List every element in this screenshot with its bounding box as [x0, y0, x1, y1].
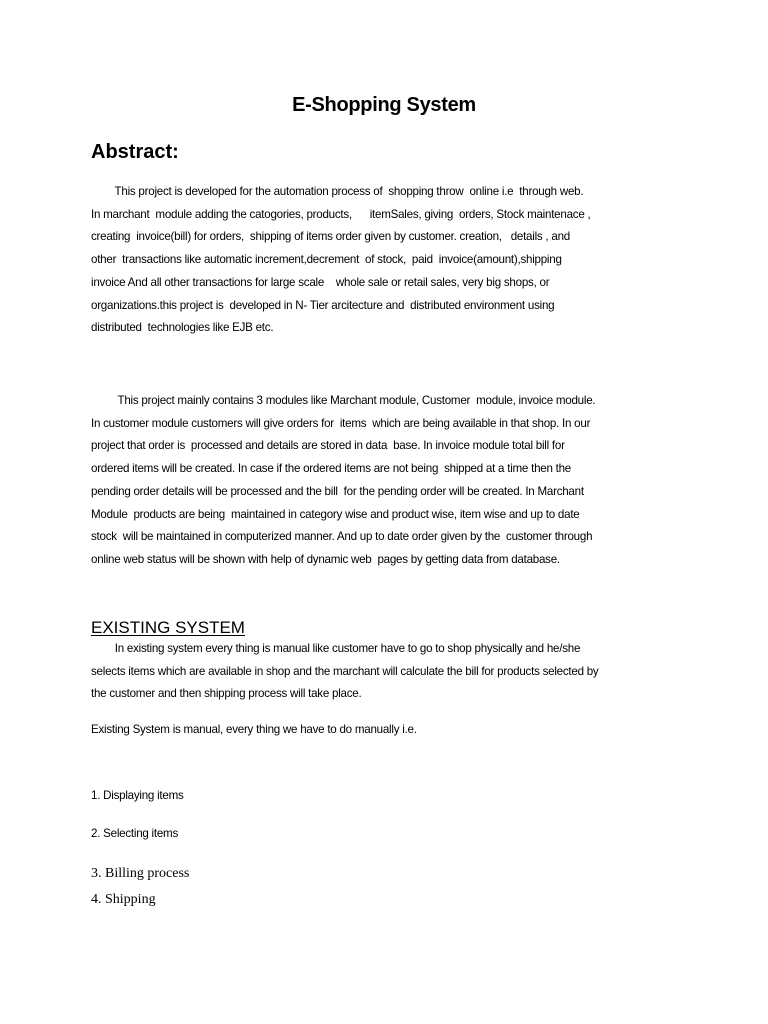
text-line: Existing System is manual, every thing we have to do manually i.e.: [91, 723, 417, 736]
text-line: distributed technologies like EJB etc.: [91, 321, 274, 335]
text-line: creating invoice(bill) for orders, shipping of items order given by customer. creation, details , and: [91, 230, 570, 244]
abstract-paragraph-1: [91, 181, 691, 340]
text-line: online web status will be shown with help of dynamic web pages by getting data from database.: [91, 552, 560, 566]
text-line: stock will be maintained in computerized manner. And up to date order given by the customer through: [91, 530, 593, 544]
text-line: selects items which are available in shop and the marchant will calculate the bill for products selected by: [91, 664, 599, 678]
list-item: 1. Displaying items: [91, 789, 184, 802]
text-line: the customer and then shipping process will take place.: [91, 687, 362, 701]
text-line: In existing system every thing is manual like customer have to go to shop physically and he/she: [91, 642, 581, 655]
text-line: project that order is processed and details are stored in data base. In invoice module total bill for: [91, 439, 565, 453]
text-line: In customer module customers will give orders for items which are being available in that shop. In our: [91, 416, 591, 430]
text-line: This project mainly contains 3 modules like Marchant module, Customer module, invoice module.: [91, 394, 596, 407]
text-line: organizations.this project is developed in N- Tier arcitecture and distributed environment using: [91, 298, 555, 312]
document-title: E-Shopping System: [292, 94, 476, 116]
text-line: This project is developed for the automation process of shopping throw online i.e through web.: [91, 185, 584, 198]
text-line: Module products are being maintained in category wise and product wise, item wise and up to date: [91, 507, 580, 521]
existing-system-paragraph: [91, 638, 691, 706]
existing-system-summary: [91, 719, 691, 742]
text-line: In marchant module adding the catogories, products, itemSales, giving orders, Stock maintenace ,: [91, 207, 591, 221]
list-item: 4. Shipping: [91, 892, 156, 907]
text-line: pending order details will be processed and the bill for the pending order will be created. In Marchant: [91, 484, 584, 498]
abstract-paragraph-2: [91, 390, 691, 572]
text-line: other transactions like automatic increment,decrement of stock, paid invoice(amount),shipping: [91, 253, 562, 267]
text-line: invoice And all other transactions for large scale whole sale or retail sales, very big shops, or: [91, 275, 550, 289]
text-line: ordered items will be created. In case if the ordered items are not being shipped at a time then the: [91, 462, 572, 476]
list-item: 2. Selecting items: [91, 827, 179, 840]
list-item: 3. Billing process: [91, 866, 190, 881]
existing-system-heading: EXISTING SYSTEM: [91, 618, 245, 637]
abstract-heading: Abstract:: [91, 141, 179, 163]
